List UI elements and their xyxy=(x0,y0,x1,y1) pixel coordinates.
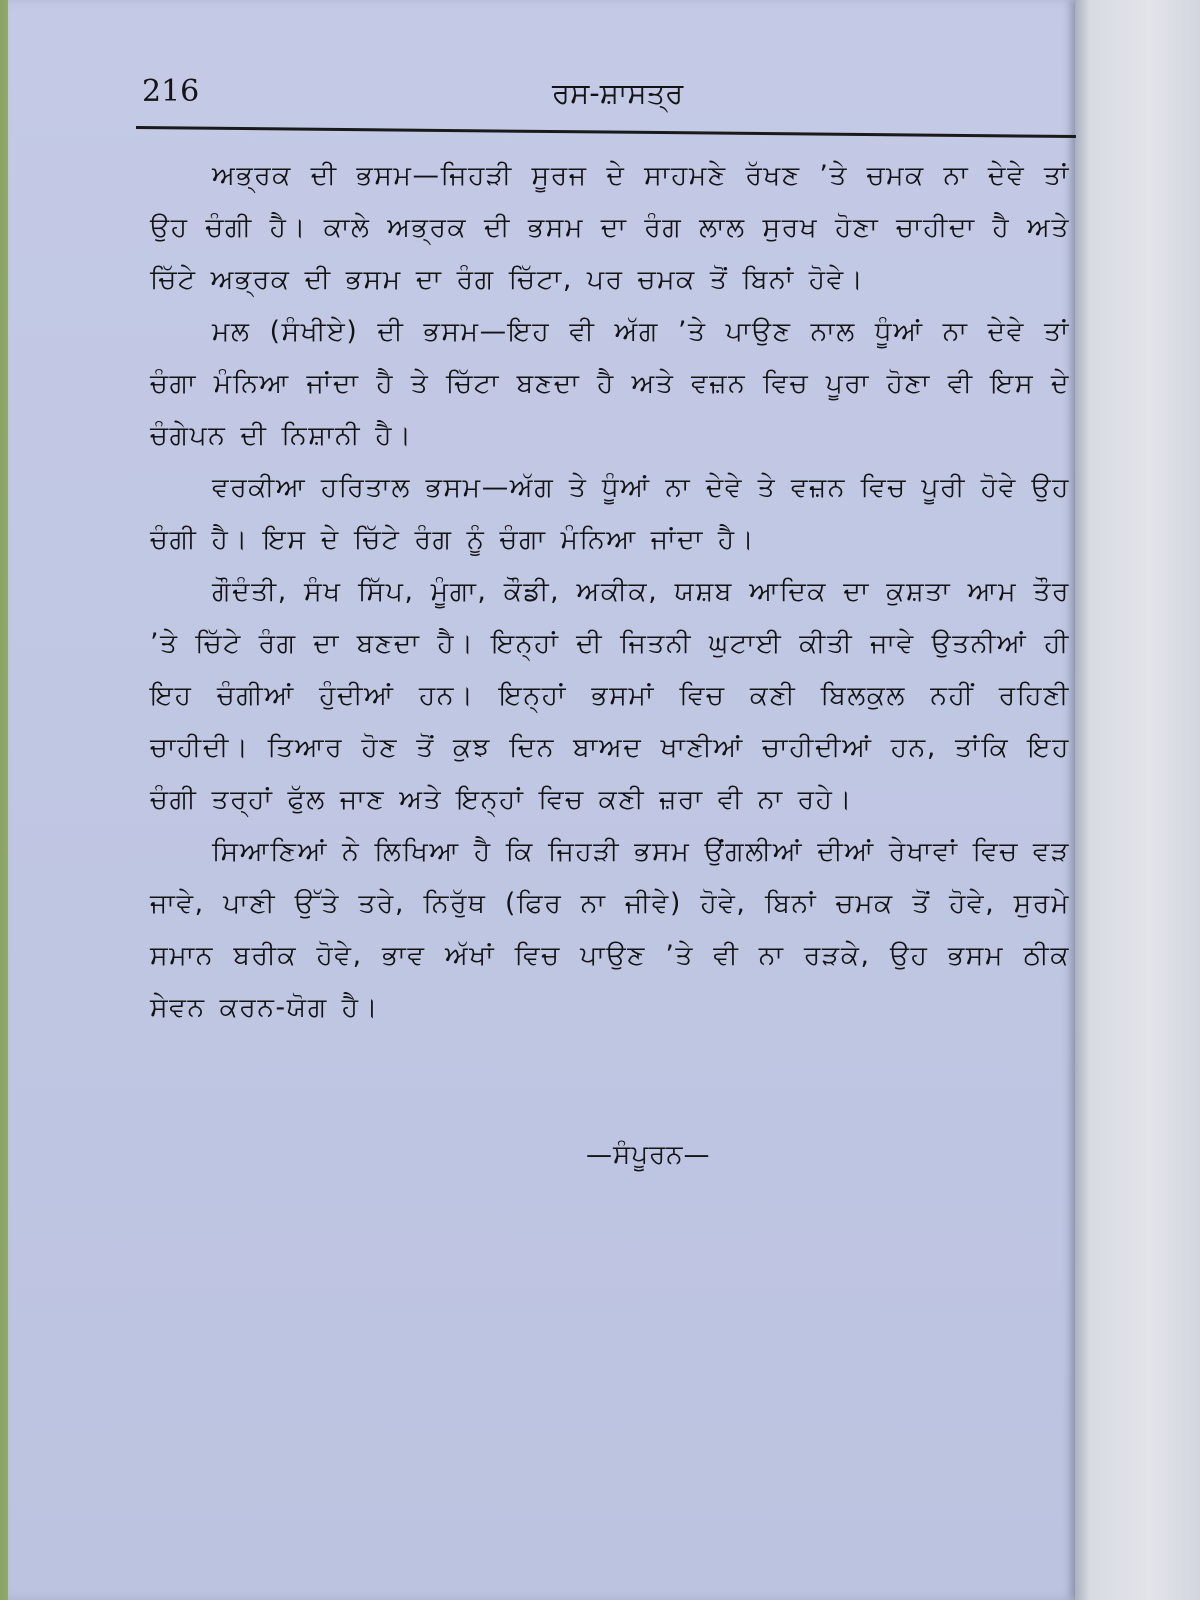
paragraph-siane: ਸਿਆਣਿਆਂ ਨੇ ਲਿਖਿਆ ਹੈ ਕਿ ਜਿਹੜੀ ਭਸਮ ਉਂਗਲੀਆਂ ਦੀਆਂ ਰੇਖਾਵਾਂ ਵਿਚ ਵੜ ਜਾਵੇ, ਪਾਣੀ ਉੱਤੇ ਤਰੇ, ਨਿਰੁੱਥ (ਫਿਰ ਨਾ ਜੀਵੇ) ਹੋਵੇ, ਬਿਨਾਂ ਚਮਕ ਤੋਂ ਹੋਵੇ, ਸੁਰਮੇ ਸਮਾਨ ਬਰੀਕ ਹੋਵੇ, ਭਾਵ ਅੱਖਾਂ ਵਿਚ ਪਾਉਣ ’ਤੇ ਵੀ ਨਾ ਰੜਕੇ, ਉਹ ਭਸਮ ਠੀਕ ਸੇਵਨ ਕਰਨ-ਯੋਗ ਹੈ। xyxy=(150,836,1070,1023)
paragraph-abhrak: ਅਭ੍ਰਕ ਦੀ ਭਸਮ—ਜਿਹੜੀ ਸੂਰਜ ਦੇ ਸਾਹਮਣੇ ਰੱਖਣ ’ਤੇ ਚਮਕ ਨਾ ਦੇਵੇ ਤਾਂ ਉਹ ਚੰਗੀ ਹੈ। ਕਾਲੇ ਅਭ੍ਰਕ ਦੀ ਭਸਮ ਦਾ ਰੰਗ ਲਾਲ ਸੁਰਖ ਹੋਣਾ ਚਾਹੀਦਾ ਹੈ ਅਤੇ ਚਿੱਟੇ ਅਭ੍ਰਕ ਦੀ ਭਸਮ ਦਾ ਰੰਗ ਚਿੱਟਾ, ਪਰ ਚਮਕ ਤੋਂ ਬਿਨਾਂ ਹੋਵੇ। xyxy=(150,160,1070,295)
page-number: 216 xyxy=(142,74,200,109)
closing-mark: —ਸੰਪੂਰਨ— xyxy=(586,1140,711,1170)
paragraph-harital: ਵਰਕੀਆ ਹਰਿਤਾਲ ਭਸਮ—ਅੱਗ ਤੇ ਧੂੰਆਂ ਨਾ ਦੇਵੇ ਤੇ ਵਜ਼ਨ ਵਿਚ ਪੂਰੀ ਹੋਵੇ ਉਹ ਚੰਗੀ ਹੈ। ਇਸ ਦੇ ਚਿੱਟੇ ਰੰਗ ਨੂੰ ਚੰਗਾ ਮੰਨਿਆ ਜਾਂਦਾ ਹੈ। xyxy=(150,472,1070,555)
paragraph-godanti: ਗੌਦੰਤੀ, ਸੰਖ ਸਿੱਪ, ਮੂੰਗਾ, ਕੌਡੀ, ਅਕੀਕ, ਯਸ਼ਬ ਆਦਿਕ ਦਾ ਕੁਸ਼ਤਾ ਆਮ ਤੌਰ ’ਤੇ ਚਿੱਟੇ ਰੰਗ ਦਾ ਬਣਦਾ ਹੈ। ਇਨ੍ਹਾਂ ਦੀ ਜਿਤਨੀ ਘੁਟਾਈ ਕੀਤੀ ਜਾਵੇ ਉਤਨੀਆਂ ਹੀ ਇਹ ਚੰਗੀਆਂ ਹੁੰਦੀਆਂ ਹਨ। ਇਨ੍ਹਾਂ ਭਸਮਾਂ ਵਿਚ ਕਣੀ ਬਿਲਕੁਲ ਨਹੀਂ ਰਹਿਣੀ ਚਾਹੀਦੀ। ਤਿਆਰ ਹੋਣ ਤੋਂ ਕੁਝ ਦਿਨ ਬਾਅਦ ਖਾਣੀਆਂ ਚਾਹੀਦੀਆਂ ਹਨ, ਤਾਂਕਿ ਇਹ ਚੰਗੀ ਤਰ੍ਹਾਂ ਫੁੱਲ ਜਾਣ ਅਤੇ ਇਨ੍ਹਾਂ ਵਿਚ ਕਣੀ ਜ਼ਰਾ ਵੀ ਨਾ ਰਹੇ। xyxy=(150,576,1070,815)
next-page-edge xyxy=(1075,0,1200,1600)
paragraph-mal: ਮਲ (ਸੰਖੀਏ) ਦੀ ਭਸਮ—ਇਹ ਵੀ ਅੱਗ ’ਤੇ ਪਾਉਣ ਨਾਲ ਧੂੰਆਂ ਨਾ ਦੇਵੇ ਤਾਂ ਚੰਗਾ ਮੰਨਿਆ ਜਾਂਦਾ ਹੈ ਤੇ ਚਿੱਟਾ ਬਣਦਾ ਹੈ ਅਤੇ ਵਜ਼ਨ ਵਿਚ ਪੂਰਾ ਹੋਣਾ ਵੀ ਇਸ ਦੇ ਚੰਗੇਪਨ ਦੀ ਨਿਸ਼ਾਨੀ ਹੈ। xyxy=(150,316,1070,451)
page-header xyxy=(132,70,1072,118)
body-text xyxy=(150,150,1070,1034)
running-title: ਰਸ-ਸ਼ਾਸਤ੍ਰ xyxy=(552,76,684,110)
